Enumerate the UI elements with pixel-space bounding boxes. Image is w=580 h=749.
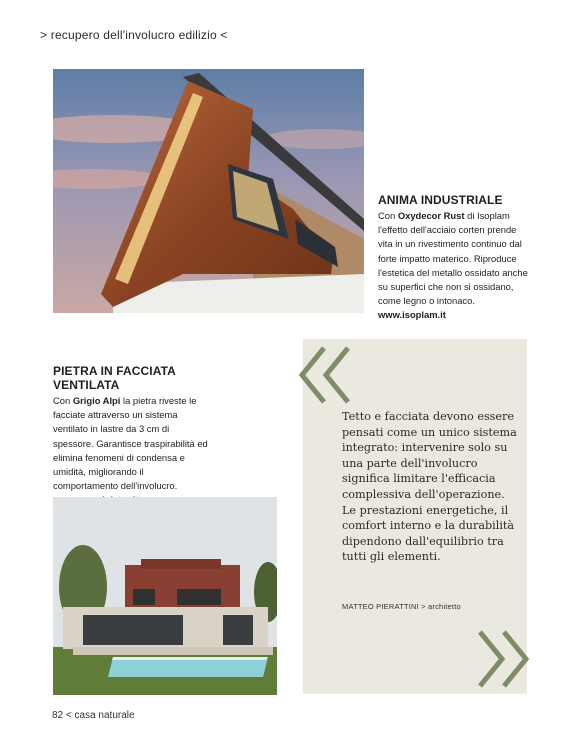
page-footer: 82 < casa naturale [52, 710, 135, 721]
section-header: > recupero dell'involucro edilizio < [40, 28, 228, 42]
open-quote-icon [296, 346, 352, 404]
quote-text: Tetto e facciata devono essere pensati come un unico sistema integrato: intervenire solo su una parte dell'involucro significa limitare l'efficacia complessiva dell'operazione. Le prestazioni energetiche, il comfort interno e la durabilità dipendono dall'equilibrio tra tutti gli elementi. [342, 410, 517, 564]
article-anima-industriale [378, 193, 528, 322]
article-body [378, 209, 528, 308]
article-title: PIETRA IN FACCIATA VENTILATA [53, 364, 176, 392]
body-prefix: Con [378, 210, 398, 221]
article-body [53, 394, 208, 493]
corten-house-photo [53, 69, 364, 313]
body-rest: la pietra riveste le facciate attraverso un sistema ventilato in lastre da 3 cm di spessore. Garantisce traspirabilità ed elimina fenomeni di condensa e umidità, migliorando il comportamento dell'involucro. [53, 395, 208, 492]
body-rest: di Isoplam l'effetto dell'acciaio corten prende vita in un rivestimento continuo dal forte impatto materico. Riproduce l'estetica del metallo ossidato anche su superfici che non si ossidano, come legno o intonaco. [378, 210, 528, 307]
brand-name: Grigio Alpi [72, 395, 121, 406]
stone-villa-photo [53, 497, 277, 695]
brand-name: Oxydecor Rust [397, 210, 465, 221]
article-link[interactable]: www.isoplam.it [378, 309, 446, 321]
article-pietra-facciata [53, 364, 208, 507]
body-prefix: Con [53, 395, 73, 406]
article-title: ANIMA INDUSTRIALE [378, 193, 503, 207]
close-quote-icon [476, 630, 532, 688]
quote-author: MATTEO PIERATTINI > architetto [342, 602, 461, 611]
